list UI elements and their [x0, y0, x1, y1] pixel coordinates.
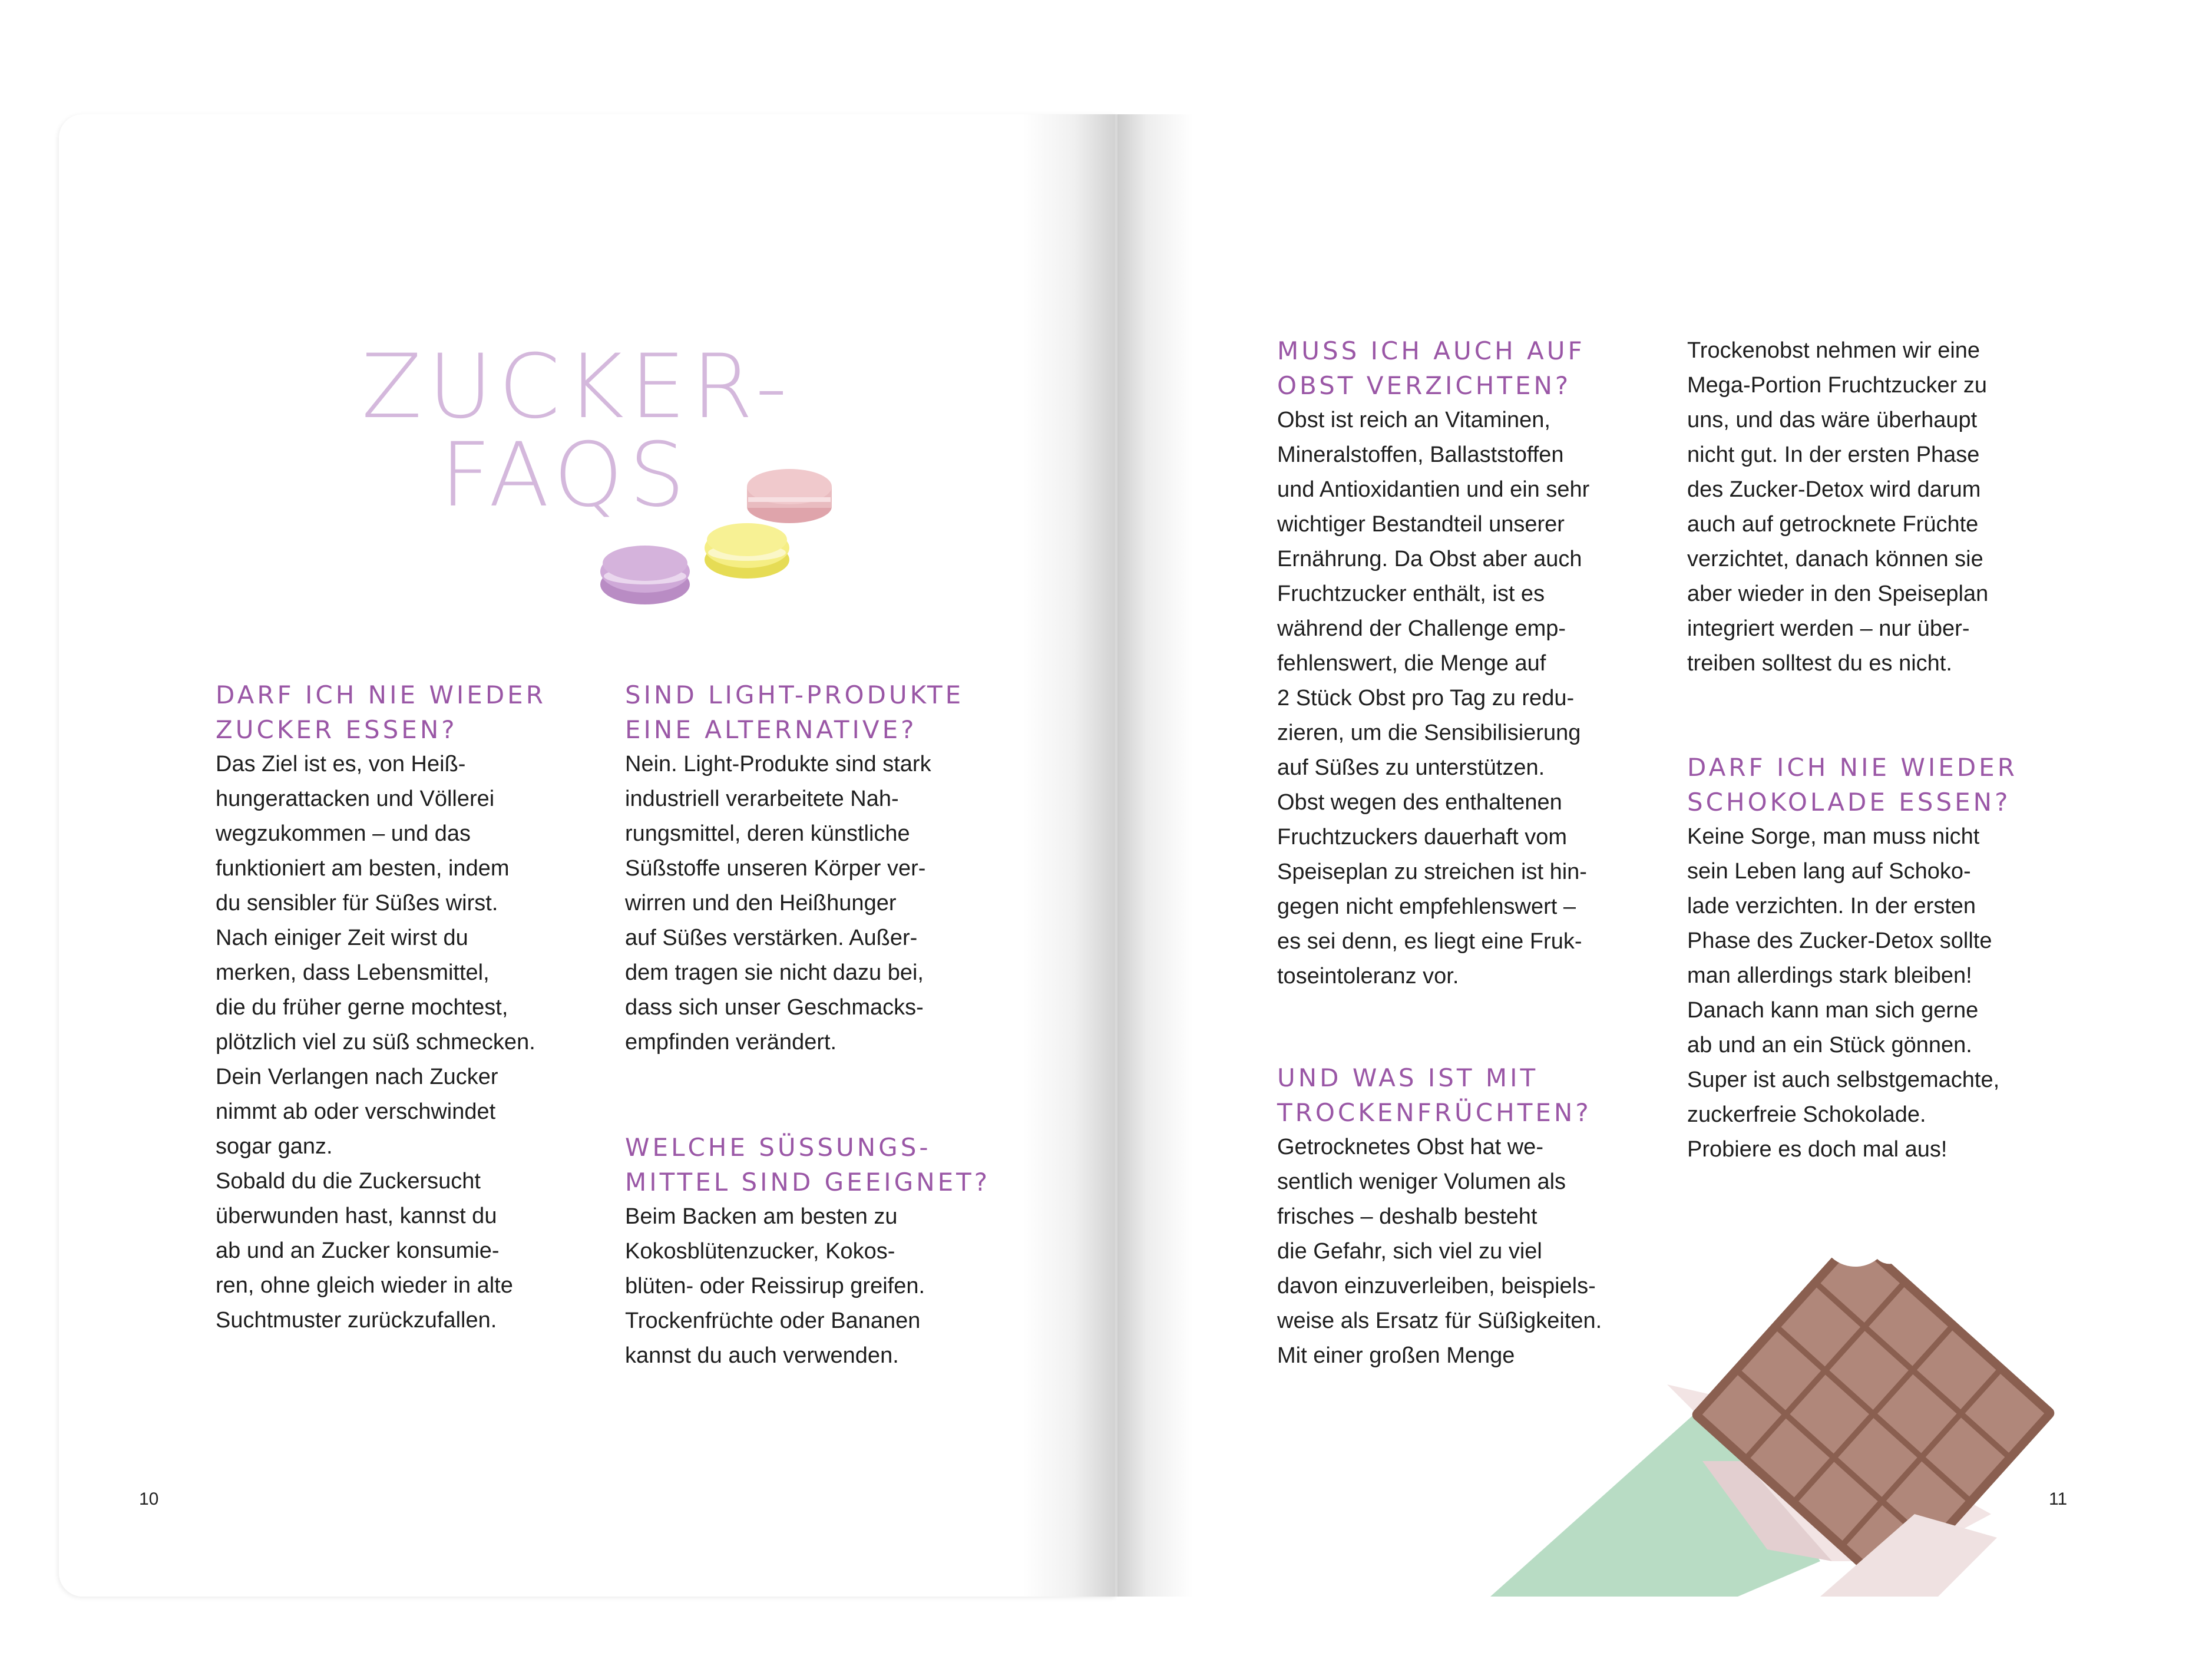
book-spine	[1115, 114, 1117, 1597]
faq-section-4	[1277, 333, 1678, 994]
chocolate-bar-icon	[1490, 1184, 2079, 1597]
faq-body: Nein. Light-Produkte sind stark industriell verarbeitete Nah- rungsmittel, deren künstliche Süßstoffe unseren Körper ver- wirren und den Heißhunger auf Süßes verstärken. Außer- dem tragen sie nicht dazu bei, dass sich unser Geschmacks- empfinden verändert.	[625, 752, 931, 1055]
faq-body: Getrocknetes Obst hat we- sentlich weniger Volumen als frisches – deshalb besteht die Gefahr, sich viel zu viel davon einzuverleiben, beispiels- weise als Ersatz für Süßigkeiten. Mit einer großen Menge	[1277, 1135, 1602, 1368]
gutter-shadow-right	[1116, 114, 1193, 1597]
faq-body: Keine Sorge, man muss nicht sein Leben lang auf Schoko- lade verzichten. In der ersten Phase des Zucker-Detox sollte man allerdings stark bleiben! Danach kann man sich gerne ab und an ein Stück gönnen. Super ist auch selbstgemachte, zuckerfreie Schokolade. Probiere es doch mal aus!	[1687, 824, 2000, 1162]
faq-section-6-continued	[1687, 333, 2088, 681]
macaron-purple	[600, 546, 690, 604]
faq-heading: DARF ICH NIE WIEDER SCHOKOLADE ESSEN?	[1687, 753, 2018, 817]
page-title-line2: FAQS	[440, 424, 691, 527]
faq-heading: WELCHE SÜSSUNGS- MITTEL SIND GEEIGNET?	[625, 1133, 991, 1197]
faq-heading: DARF ICH NIE WIEDER ZUCKER ESSEN?	[216, 680, 546, 744]
faq-section-7	[1687, 750, 2088, 1167]
macaron-pink	[747, 469, 832, 523]
faq-section-2	[625, 678, 1002, 1060]
macaron-yellow	[705, 523, 789, 579]
faq-body: Beim Backen am besten zu Kokosblütenzucker, Kokos- blüten- oder Reissirup greifen. Trockenfrüchte oder Bananen kannst du auch verwenden.	[625, 1204, 925, 1368]
page-number-left: 10	[139, 1489, 159, 1509]
faq-section-3	[625, 1130, 1037, 1373]
faq-heading: SIND LIGHT-PRODUKTE EINE ALTERNATIVE?	[625, 680, 964, 744]
faq-body: Das Ziel ist es, von Heiß- hungerattacken und Völlerei wegzukommen – und das funktioniert am besten, indem du sensibler für Süßes wirst. Nach einiger Zeit wirst du merken, dass Lebensmittel, die du früher gerne mochtest, plötzlich viel zu süß schmecken. Dein Verlangen nach Zucker nimmt ab oder verschwindet sogar ganz. Sobald du die Zuckersucht überwunden hast, kannst du ab und an Zucker konsumie- ren, ohne gleich wieder in alte Suchtmuster zurückzufallen.	[216, 752, 535, 1333]
page-title-line1: ZUCKER-	[361, 336, 793, 438]
faq-body: Trockenobst nehmen wir eine Mega-Portion Fruchtzucker zu uns, und das wäre überhaupt nicht gut. In der ersten Phase des Zucker-Detox wird darum auch auf getrocknete Früchte verzichtet, danach können sie aber wieder in den Speiseplan integriert werden – nur über- treiben solltest du es nicht.	[1687, 338, 1989, 676]
gutter-shadow-left	[1022, 114, 1116, 1597]
faq-section-1	[216, 678, 593, 1338]
faq-heading: UND WAS IST MIT TROCKENFRÜCHTEN?	[1277, 1063, 1592, 1127]
faq-body: Obst ist reich an Vitaminen, Mineralstoffen, Ballaststoffen und Antioxidantien und ein sehr wichtiger Bestandteil unserer Ernährung. Da Obst aber auch Fruchtzucker enthält, ist es während der Challenge emp- fehlenswert, die Menge auf 2 Stück Obst pro Tag zu redu- zieren, um die Sensibilisierung auf Süßes zu unterstützen. Obst wegen des enthaltenen Fruchtzuckers dauerhaft vom Speiseplan zu streichen ist hin- gegen nicht empfehlenswert – es sei denn, es liegt eine Fruk- toseintoleranz vor.	[1277, 408, 1590, 989]
macaron-icon	[589, 454, 884, 630]
page-number-right: 11	[2049, 1489, 2068, 1509]
faq-heading: MUSS ICH AUCH AUF OBST VERZICHTEN?	[1277, 336, 1585, 400]
